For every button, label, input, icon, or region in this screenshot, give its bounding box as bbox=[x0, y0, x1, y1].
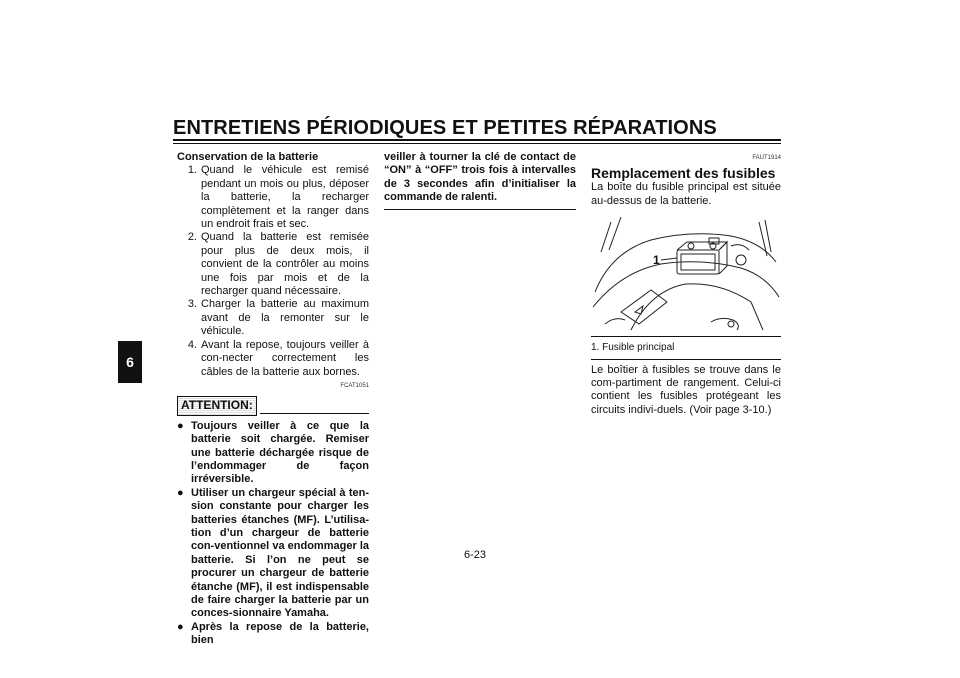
list-item bbox=[177, 420, 369, 487]
attention-rule bbox=[260, 413, 369, 414]
step-text: Quand la batterie est remisée pour plus de deux mois, il convient de la contrôler au moins une fois par mois et de la recharger quand nécessaire. bbox=[201, 231, 369, 298]
bullet-text: Après la repose de la batterie, bien bbox=[191, 620, 369, 647]
reference-code: FCAT1051 bbox=[340, 382, 369, 389]
bullet-icon: ● bbox=[177, 419, 184, 432]
scooter-storage-drawing bbox=[591, 212, 781, 332]
step-text: Charger la batterie au maximum avant de la remonter sur le véhicule. bbox=[201, 298, 369, 338]
intro-paragraph: La boîte du fusible principal est située au-dessus de la batterie. bbox=[591, 181, 781, 207]
caption-rule bbox=[591, 336, 781, 337]
step-number: 1. bbox=[187, 164, 197, 177]
step-text: Quand le véhicule est remisé pendant un mois ou plus, déposer la batterie, la recharger complètement et la ranger dans un endroit frais et sec. bbox=[201, 164, 369, 231]
list-item bbox=[177, 298, 369, 338]
fuse-illustration bbox=[591, 212, 781, 332]
figure-caption: 1. Fusible principal bbox=[591, 342, 675, 354]
bullet-icon: ● bbox=[177, 486, 184, 499]
page-title: ENTRETIENS PÉRIODIQUES ET PETITES RÉPARATIONS bbox=[173, 117, 717, 139]
title-rule bbox=[173, 139, 781, 141]
step-number: 3. bbox=[187, 298, 197, 311]
step-text: Avant la repose, toujours veiller à con-necter correctement les câbles de la batterie aux bornes. bbox=[201, 338, 369, 378]
step-number: 4. bbox=[187, 338, 197, 351]
page-number: 6-23 bbox=[464, 549, 487, 561]
list-item bbox=[177, 487, 369, 621]
list-item bbox=[177, 231, 369, 298]
attention-bullets bbox=[177, 420, 369, 648]
column-1 bbox=[177, 151, 369, 648]
body-paragraph: Le boîtier à fusibles se trouve dans le com-partiment de rangement. Celui-ci contient les fusibles protégeant les circuits indivi-duels. (Voir page 3-10.) bbox=[591, 363, 781, 416]
attention-end-rule bbox=[384, 209, 576, 210]
title-rule-thin bbox=[173, 143, 781, 144]
column-2 bbox=[384, 151, 576, 210]
caption-rule bbox=[591, 359, 781, 360]
chapter-tab: 6 bbox=[118, 341, 142, 383]
list-item bbox=[177, 339, 369, 379]
storage-steps-list bbox=[177, 164, 369, 379]
callout-label: 1 bbox=[653, 253, 660, 268]
column-3 bbox=[591, 151, 781, 417]
list-item bbox=[177, 621, 369, 648]
bullet-text: Utiliser un chargeur spécial à ten-sion constante pour charger les batteries étanches (MF). L’utilisa-tion d’un chargeur de batterie con-ventionnel va endommager la batterie. Si l’on ne peut se procurer un chargeur de batterie étanche (MF), il est indispensable de faire charger la batterie par un conces-sionnaire Yamaha. bbox=[191, 486, 369, 620]
attention-continuation: veiller à tourner la clé de contact de “ON” à “OFF” trois fois à intervalles de 3 secondes afin d’initialiser la commande de ralenti. bbox=[384, 151, 576, 204]
step-number: 2. bbox=[187, 231, 197, 244]
list-item bbox=[177, 164, 369, 231]
section-heading: Conservation de la batterie bbox=[177, 151, 319, 163]
attention-header bbox=[177, 396, 369, 415]
reference-code: FAUT1914 bbox=[752, 155, 781, 161]
bullet-icon: ● bbox=[177, 620, 184, 633]
bullet-text: Toujours veiller à ce que la batterie soit chargée. Remiser une batterie déchargée risque de l’endommager de façon irréversible. bbox=[191, 419, 369, 486]
section-title: Remplacement des fusibles bbox=[591, 165, 776, 182]
attention-badge: ATTENTION: bbox=[177, 396, 257, 415]
